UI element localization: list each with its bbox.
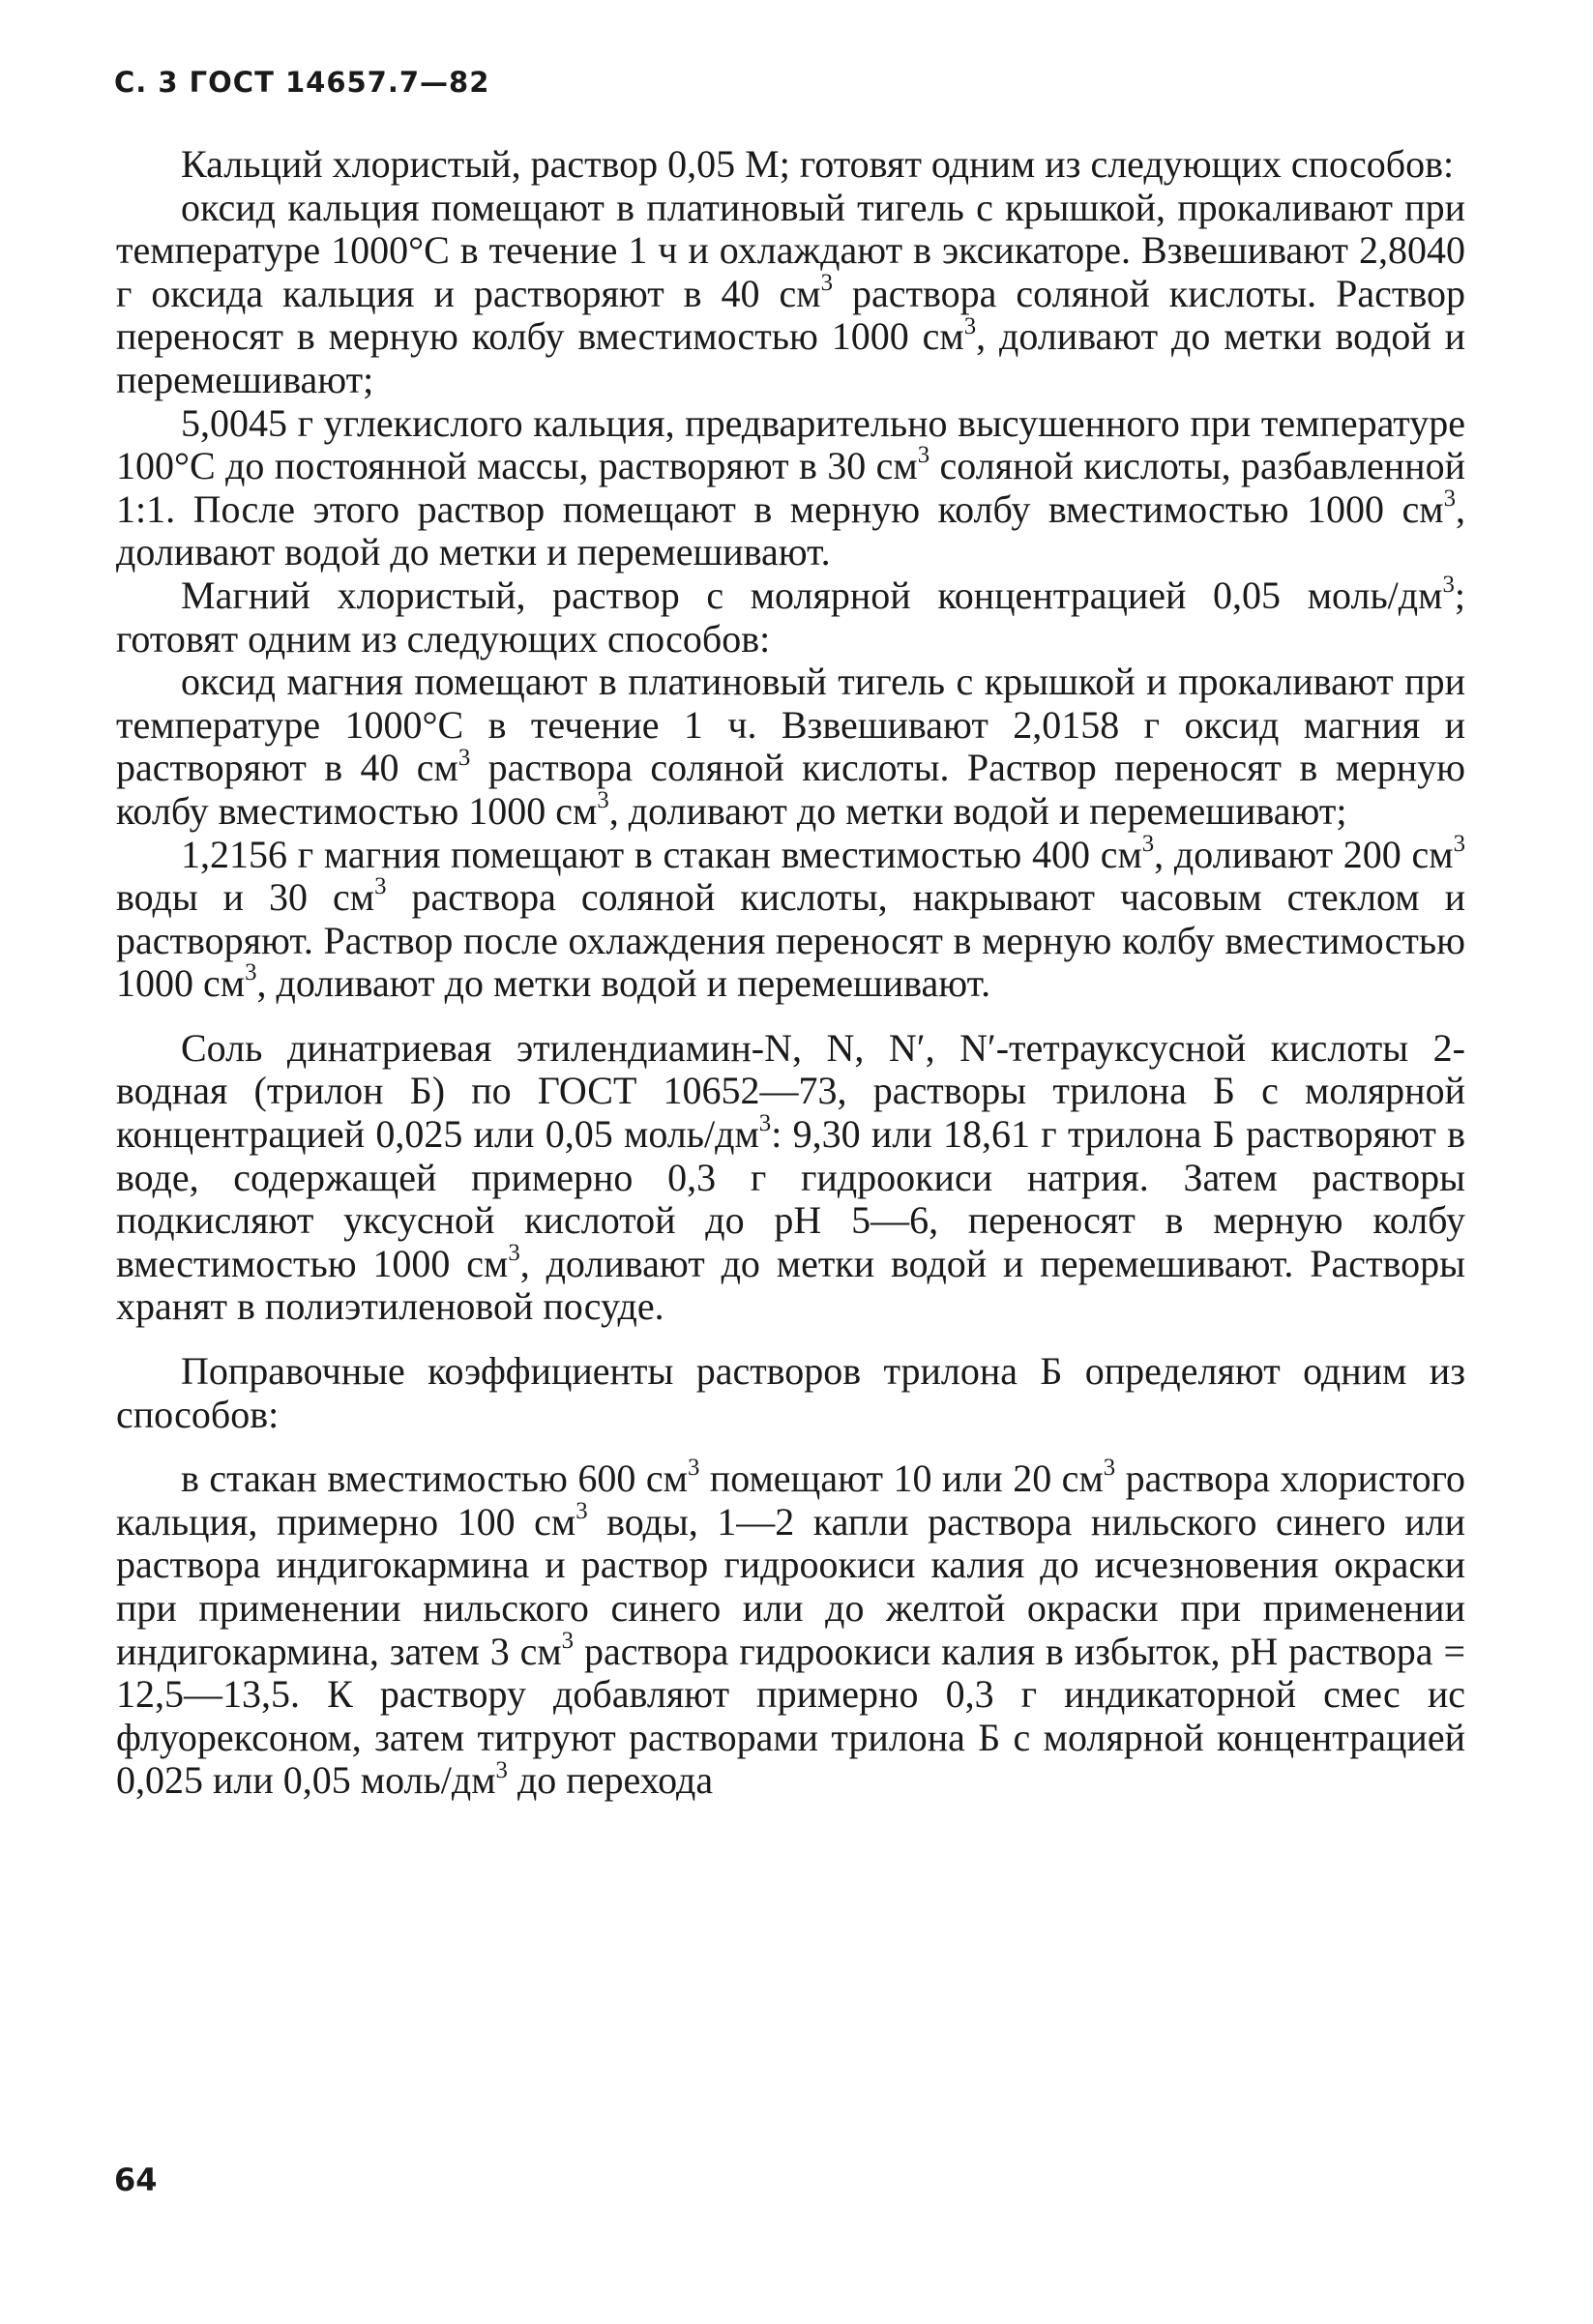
- superscript: 3: [495, 1756, 508, 1783]
- text-run: , доливают до метки водой и перемешивают;: [116, 314, 1465, 401]
- text-run: Магний хлористый, раствор с молярной концентрацией 0,05 моль/дм: [181, 573, 1443, 617]
- text-run: раствора соляной кислоты. Раствор переносят в мерную колбу вместимостью 1000 см: [116, 746, 1465, 833]
- text-run: оксид кальция помещают в платиновый тигель с крышкой, прокаливают при температуре 1000°С в течение 1 ч и охлаждают в эксикаторе. Взвешивают 2,8040 г оксида кальция и растворяют в 40 см: [116, 185, 1465, 315]
- text-run: до перехода: [507, 1758, 714, 1803]
- text-run: ; готовят одним из следующих способов:: [116, 573, 1465, 661]
- text-run: Кальций хлористый, раствор 0,05 М; готовят одним из следующих способов:: [181, 142, 1455, 186]
- superscript: 3: [758, 1110, 772, 1137]
- text-run: , доливают водой до метки и перемешивают.: [116, 486, 1465, 574]
- superscript: 3: [1103, 1455, 1116, 1482]
- superscript: 3: [963, 312, 977, 339]
- text-run: воды и 30 см: [116, 875, 375, 920]
- page-number: 64: [114, 2162, 158, 2198]
- superscript: 3: [245, 959, 257, 986]
- text-run: раствора гидроокиси калия в избыток, pH раствора = 12,5—13,5. К раствору добавляют примерно 0,3 г индикаторной смес ис флуорексоном, затем титруют растворами трилона Б с молярной концентрацией 0,025 или 0,05 моль/дм: [116, 1629, 1465, 1803]
- superscript: 3: [1141, 830, 1155, 857]
- paragraph-magnesium-chloride-intro: [116, 574, 1465, 661]
- superscript: 3: [1453, 830, 1465, 857]
- text-run: , доливают до метки водой и перемешивают;: [608, 788, 1347, 833]
- superscript: 3: [457, 744, 471, 771]
- paragraph-calcium-chloride-intro: [116, 143, 1465, 187]
- superscript: 3: [687, 1455, 700, 1482]
- text-run: раствора хлористого кальция, примерно 100 см: [116, 1456, 1465, 1544]
- text-run: раствора соляной кислоты, накрывают часовым стеклом и растворяют. Раствор после охлаждения переносят в мерную колбу вместимостью 1000 см: [116, 875, 1465, 1006]
- superscript: 3: [597, 787, 609, 814]
- paragraph-calcium-oxide-method: [116, 187, 1465, 402]
- text-run: соляной кислоты, разбавленной 1:1. После этого раствор помещают в мерную колбу вместимостью 1000 см: [116, 444, 1465, 531]
- superscript: 3: [374, 873, 387, 900]
- text-run: воды, 1—2 капли раствора нильского синего или раствора индигокармина и раствор гидроокиси калия до исчезновения окраски при применении нильского синего или до желтой окраски при применении индигокармина, затем 3 см: [116, 1499, 1465, 1673]
- superscript: 3: [1442, 572, 1455, 599]
- text-run: раствора соляной кислоты. Раствор переносят в мерную колбу вместимостью 1000 см: [116, 271, 1465, 359]
- text-run: , доливают до метки водой и перемешивают. Растворы хранят в полиэтиленовой посуде.: [116, 1241, 1465, 1329]
- document-body: [116, 143, 1465, 1803]
- superscript: 3: [508, 1240, 520, 1267]
- text-run: , доливают до метки водой и перемешивают.: [256, 961, 991, 1006]
- page-header: С. 3 ГОСТ 14657.7—82: [114, 66, 490, 99]
- text-run: 5,0045 г углекислого кальция, предварительно высушенного при температуре 100°С до постоянной массы, растворяют в 30 см: [116, 400, 1465, 488]
- superscript: 3: [820, 269, 834, 296]
- paragraph-magnesium-oxide-method: [116, 661, 1465, 833]
- superscript: 3: [575, 1498, 588, 1525]
- superscript: 3: [1443, 485, 1456, 512]
- text-run: Соль динатриевая этилендиамин-N, N, N′, N′-тетрауксусной кислоты 2-водная (трилон Б) по ГОСТ 10652—73, растворы трилона Б с молярной концентрацией 0,025 или 0,05 моль/дм: [116, 1025, 1465, 1157]
- paragraph-correction-factor-method-1: [116, 1457, 1465, 1803]
- text-run: : 9,30 или 18,61 г трилона Б растворяют в воде, содержащей примерно 0,3 г гидроокиси натрия. Затем растворы подкисляют уксусной кислотой до pH 5—6, переносят в мерную колбу вместимостью 1000 см: [116, 1112, 1466, 1285]
- text-run: 1,2156 г магния помещают в стакан вместимостью 400 см: [181, 832, 1142, 876]
- text-run: , доливают 200 см: [1154, 832, 1454, 876]
- superscript: 3: [561, 1627, 575, 1654]
- text-run: в стакан вместимостью 600 см: [181, 1456, 688, 1501]
- text-run: оксид магния помещают в платиновый тигель с крышкой и прокаливают при температуре 1000°С в течение 1 ч. Взвешивают 2,0158 г оксид магния и растворяют в 40 см: [116, 660, 1465, 790]
- paragraph-correction-factors-intro: [116, 1350, 1465, 1436]
- paragraph-calcium-carbonate-method: [116, 402, 1465, 574]
- text-run: Поправочные коэффициенты растворов трилона Б определяют одним из способов:: [116, 1349, 1465, 1436]
- paragraph-trilon-b-solution: [116, 1027, 1465, 1329]
- text-run: помещают 10 или 20 см: [699, 1456, 1104, 1501]
- paragraph-magnesium-metal-method: [116, 830, 1465, 1006]
- superscript: 3: [917, 442, 930, 469]
